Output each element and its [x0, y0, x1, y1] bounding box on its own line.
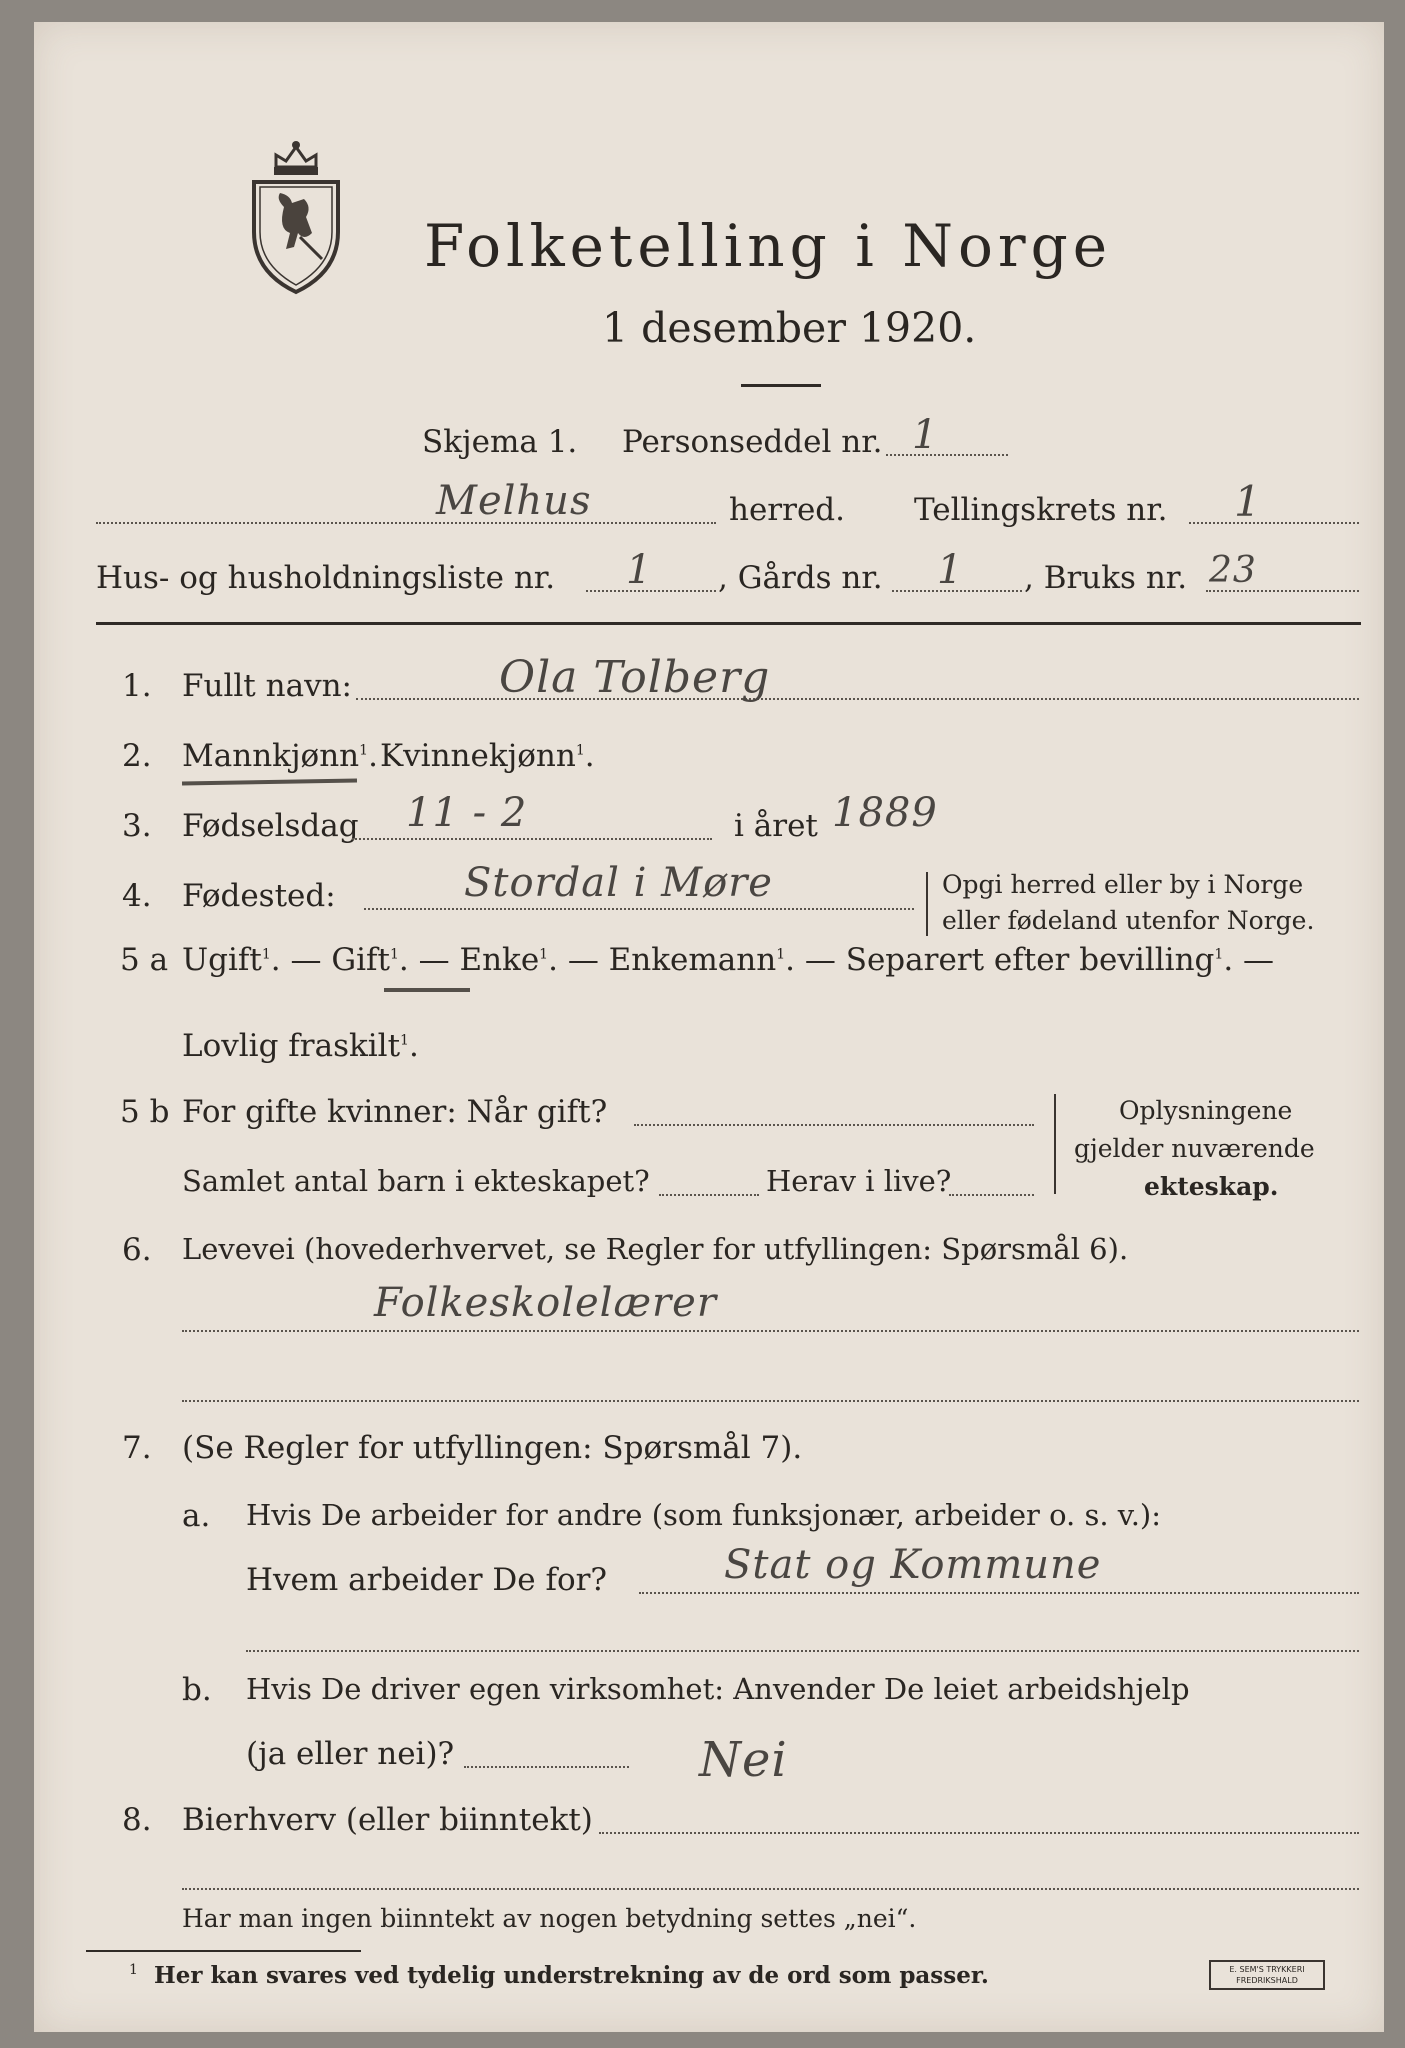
q2-female-label: Kvinnekjønn [380, 738, 576, 774]
q5a-gift-underline [384, 988, 470, 992]
q3-value: 11 - 2 [406, 790, 528, 836]
q5b-number: 5 b [120, 1094, 170, 1130]
q5a-ugift: Ugift [182, 942, 262, 978]
form-date: 1 desember 1920. [602, 304, 977, 352]
bruks-value: 23 [1209, 550, 1257, 591]
printer-line-1: E. SEM'S TRYKKERI [1229, 1965, 1305, 1974]
q6-value: Folkeskolelærer [374, 1280, 717, 1326]
q5a-separert-sup: 1 [1214, 946, 1224, 963]
q7b-letter: b. [182, 1672, 212, 1708]
q2-female-dot: . [584, 738, 595, 774]
q8-label: Bierhverv (eller biinntekt) [182, 1802, 593, 1838]
q6-label: Levevei (hovederhvervet, se Regler for utfyllingen: Spørsmål 6). [182, 1232, 1129, 1266]
gards-value: 1 [937, 547, 964, 593]
q1-label: Fullt navn: [182, 668, 352, 704]
q6-line-1 [182, 1330, 1359, 1332]
personseddel-line [886, 454, 1008, 456]
q5a-fraskilt [182, 1028, 419, 1064]
q5b-brace [1054, 1094, 1056, 1194]
q4-number: 4. [122, 878, 152, 914]
herred-value: Melhus [436, 478, 592, 524]
q4-note-2: eller fødeland utenfor Norge. [942, 906, 1315, 935]
q5b-line-2b: Herav i live? [766, 1164, 952, 1198]
q5b-line-2a: Samlet antal barn i ekteskapet? [182, 1164, 650, 1198]
q2-number: 2. [122, 738, 152, 774]
q5a-sep-2: — [418, 942, 450, 978]
q7b-answer-line [464, 1766, 629, 1768]
q5a-enke-dot: . [548, 942, 558, 978]
q7a-value: Stat og Kommune [724, 1542, 1102, 1588]
q5a-ugift-dot: . [270, 942, 281, 978]
q5a-separert-dot: . [1223, 942, 1234, 978]
personseddel-value: 1 [912, 412, 939, 458]
q2-male-label: Mannkjønn [182, 738, 360, 774]
q5a-fraskilt-label: Lovlig fraskilt [182, 1028, 401, 1064]
title-divider [741, 384, 821, 387]
q5a-sep-1: — [290, 942, 322, 978]
q8-line-2 [182, 1888, 1359, 1890]
q7-number: 7. [122, 1430, 152, 1466]
herred-line [96, 522, 716, 524]
q4-line [364, 908, 914, 910]
q7-label: (Se Regler for utfyllingen: Spørsmål 7). [182, 1430, 803, 1466]
q5a-ugift-sup: 1 [261, 946, 271, 963]
husliste-label: Hus- og husholdningsliste nr. [96, 560, 556, 596]
q5a-gift-dot: . [398, 942, 409, 978]
q4-value: Stordal i Møre [464, 860, 773, 906]
q5a-enke: Enke [459, 942, 540, 978]
q7a-line-2: Hvem arbeider De for? [246, 1562, 608, 1598]
q6-number: 6. [122, 1232, 152, 1268]
footer-note: Har man ingen biinntekt av nogen betydning settes „nei“. [182, 1904, 917, 1933]
q8-line-1 [599, 1832, 1359, 1834]
coat-of-arms-icon [246, 137, 346, 297]
q5a-sep-3: — [567, 942, 599, 978]
q5b-note-2: gjelder nuværende [1074, 1134, 1315, 1163]
q5b-naar-gift-line [634, 1124, 1034, 1126]
q5a-number: 5 a [120, 942, 169, 978]
q5a-sep-4: — [804, 942, 836, 978]
skjema-label: Skjema 1. [422, 424, 578, 460]
q2-male [182, 738, 378, 774]
q7a-line-1: Hvis De arbeider for andre (som funksjonær, arbeider o. s. v.): [246, 1498, 1162, 1532]
q7a-extra-line [246, 1650, 1359, 1652]
q5a-enkemann-sup: 1 [776, 946, 786, 963]
q5a-separert: Separert efter bevilling [845, 942, 1215, 978]
q2-male-sup: 1 [359, 742, 369, 759]
bruks-label: , Bruks nr. [1024, 560, 1188, 596]
tellingskrets-value: 1 [1234, 477, 1262, 526]
q3-year-value: 1889 [832, 790, 938, 836]
husliste-value: 1 [626, 547, 653, 593]
q4-note-1: Opgi herred eller by i Norge [942, 870, 1304, 899]
q5b-barn-line [659, 1194, 759, 1196]
q5a-gift-sup: 1 [389, 946, 399, 963]
q5b-note-3: ekteskap. [1144, 1172, 1279, 1201]
q4-label: Fødested: [182, 878, 336, 914]
footnote-rule [86, 1950, 361, 1952]
q5a-enkemann: Enkemann [608, 942, 777, 978]
q3-year-label: i året [734, 808, 818, 844]
q5a-fraskilt-dot: . [408, 1028, 419, 1064]
q4-note-brace [926, 872, 928, 936]
footnote-text: Her kan svares ved tydelig understrekning av de ord som passer. [154, 1962, 989, 1989]
q2-female-sup: 1 [575, 742, 585, 759]
q5a-sep-5: — [1243, 942, 1275, 978]
q5a-enke-sup: 1 [539, 946, 549, 963]
printer-line-2: FREDRIKSHALD [1236, 1976, 1298, 1985]
q5b-note-1: Oplysningene [1119, 1096, 1293, 1125]
q5a-gift: Gift [331, 942, 390, 978]
q2-female [380, 738, 595, 774]
q3-label: Fødselsdag [182, 808, 359, 844]
q2-male-dot: . [368, 738, 378, 774]
census-form-sheet [34, 22, 1384, 2032]
q3-number: 3. [122, 808, 152, 844]
q3-line [352, 838, 712, 840]
q1-number: 1. [122, 668, 152, 704]
tellingskrets-line [1189, 522, 1359, 524]
q5b-line-1: For gifte kvinner: Når gift? [182, 1094, 608, 1130]
q7b-line-2: (ja eller nei)? [246, 1736, 455, 1772]
q1-value: Ola Tolberg [499, 652, 771, 703]
q5a-options [182, 942, 1274, 978]
q2-male-underline [182, 778, 357, 785]
tellingskrets-label: Tellingskrets nr. [914, 492, 1168, 528]
header-rule [96, 622, 1361, 625]
q5b-live-line [949, 1194, 1034, 1196]
printer-mark [1209, 1960, 1325, 1990]
q5a-enkemann-dot: . [785, 942, 795, 978]
q7b-value: Nei [699, 1732, 788, 1788]
footnote-mark: 1 [129, 1962, 138, 1978]
form-title: Folketelling i Norge [424, 212, 1113, 280]
gards-label: , Gårds nr. [718, 560, 883, 596]
q7b-line-1: Hvis De driver egen virksomhet: Anvender De leiet arbeidshjelp [246, 1672, 1190, 1706]
herred-label: herred. [729, 492, 845, 528]
q6-line-2 [182, 1400, 1359, 1402]
q7a-letter: a. [182, 1498, 211, 1534]
q8-number: 8. [122, 1802, 152, 1838]
q7a-answer-line [639, 1592, 1359, 1594]
personseddel-label: Personseddel nr. [622, 424, 883, 460]
q5a-fraskilt-sup: 1 [400, 1032, 409, 1049]
